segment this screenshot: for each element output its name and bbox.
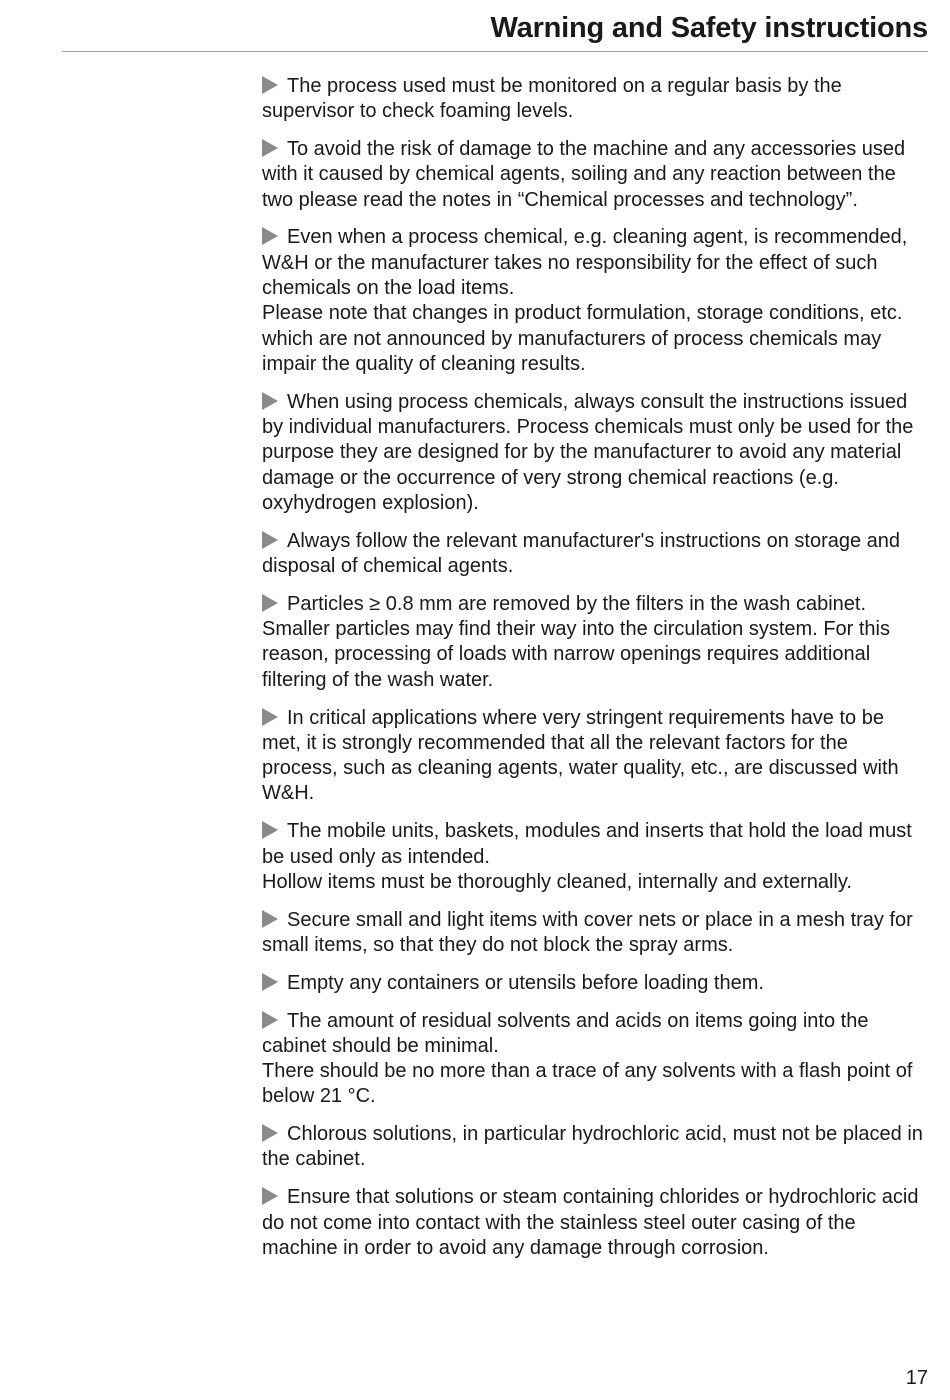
instruction-item	[262, 819, 927, 895]
instruction-item	[262, 706, 927, 807]
instruction-text: There should be no more than a trace of any solvents with a flash point of below 21 °C.	[262, 1060, 913, 1108]
triangle-bullet-icon	[262, 821, 278, 839]
instruction-text: The mobile units, baskets, modules and inserts that hold the load must be used only as intended.	[262, 820, 912, 868]
instruction-text: In critical applications where very stringent requirements have to be met, it is strongly recommended that all the relevant factors for the process, such as cleaning agents, water quality, etc., are discussed with W&H.	[262, 706, 899, 805]
instruction-item	[262, 971, 927, 996]
triangle-bullet-icon	[262, 1011, 278, 1029]
instruction-item	[262, 1009, 927, 1110]
instruction-item	[262, 74, 927, 125]
instruction-text: Always follow the relevant manufacturer's instructions on storage and disposal of chemical agents.	[262, 529, 901, 578]
triangle-bullet-icon	[262, 1187, 278, 1205]
triangle-bullet-icon	[262, 973, 278, 991]
instruction-text: To avoid the risk of damage to the machine and any accessories used with it caused by chemical agents, soiling and any reaction between the two please read the notes in “Chemical processes and technology”.	[262, 138, 906, 211]
header-divider	[62, 51, 928, 52]
triangle-bullet-icon	[262, 392, 278, 410]
triangle-bullet-icon	[262, 910, 278, 928]
instruction-text: The amount of residual solvents and acids on items going into the cabinet should be minimal.	[262, 1009, 869, 1057]
triangle-bullet-icon	[262, 76, 278, 94]
instruction-item	[262, 1185, 927, 1261]
instruction-text: Particles ≥ 0.8 mm are removed by the filters in the wash cabinet. Smaller particles may find their way into the circulation system. For this reason, processing of loads with narrow openings requires additional filtering of the wash water.	[262, 592, 890, 691]
instruction-text: Even when a process chemical, e.g. cleaning agent, is recommended, W&H or the manufacturer takes no responsibility for the effect of such chemicals on the load items.	[262, 226, 908, 300]
safety-instructions-list	[262, 74, 927, 1274]
instruction-item	[262, 390, 927, 516]
instruction-text: Please note that changes in product formulation, storage conditions, etc. which are not announced by manufacturers of process chemicals may impair the quality of cleaning results.	[262, 302, 903, 375]
triangle-bullet-icon	[262, 139, 278, 157]
instruction-text: The process used must be monitored on a regular basis by the supervisor to check foaming levels.	[262, 75, 842, 123]
triangle-bullet-icon	[262, 227, 278, 245]
instruction-text: Ensure that solutions or steam containing chlorides or hydrochloric acid do not come into contact with the stainless steel outer casing of the machine in order to avoid any damage through corrosion.	[262, 1186, 919, 1259]
triangle-bullet-icon	[262, 708, 278, 726]
instruction-item	[262, 529, 927, 580]
instruction-text: Secure small and light items with cover nets or place in a mesh tray for small items, so that they do not block the spray arms.	[262, 908, 913, 956]
instruction-text: Chlorous solutions, in particular hydrochloric acid, must not be placed in the cabinet.	[262, 1123, 923, 1171]
page-title: Warning and Safety instructions	[490, 12, 928, 44]
instruction-text: When using process chemicals, always consult the instructions issued by individual manufacturers. Process chemicals must only be used for the purpose they are designed for by the manufacturer to avoid any material damage or the occurrence of very strong chemical reactions (e.g. oxyhydrogen explosion).	[262, 390, 914, 514]
instruction-item	[262, 1122, 927, 1173]
triangle-bullet-icon	[262, 531, 278, 549]
instruction-item	[262, 592, 927, 693]
instruction-item	[262, 225, 927, 377]
page-number: 17	[905, 1367, 928, 1389]
triangle-bullet-icon	[262, 1124, 278, 1142]
instruction-text: Empty any containers or utensils before loading them.	[287, 971, 764, 994]
instruction-text: Hollow items must be thoroughly cleaned, internally and externally.	[262, 870, 852, 893]
instruction-item	[262, 137, 927, 213]
instruction-item	[262, 908, 927, 959]
triangle-bullet-icon	[262, 594, 278, 612]
